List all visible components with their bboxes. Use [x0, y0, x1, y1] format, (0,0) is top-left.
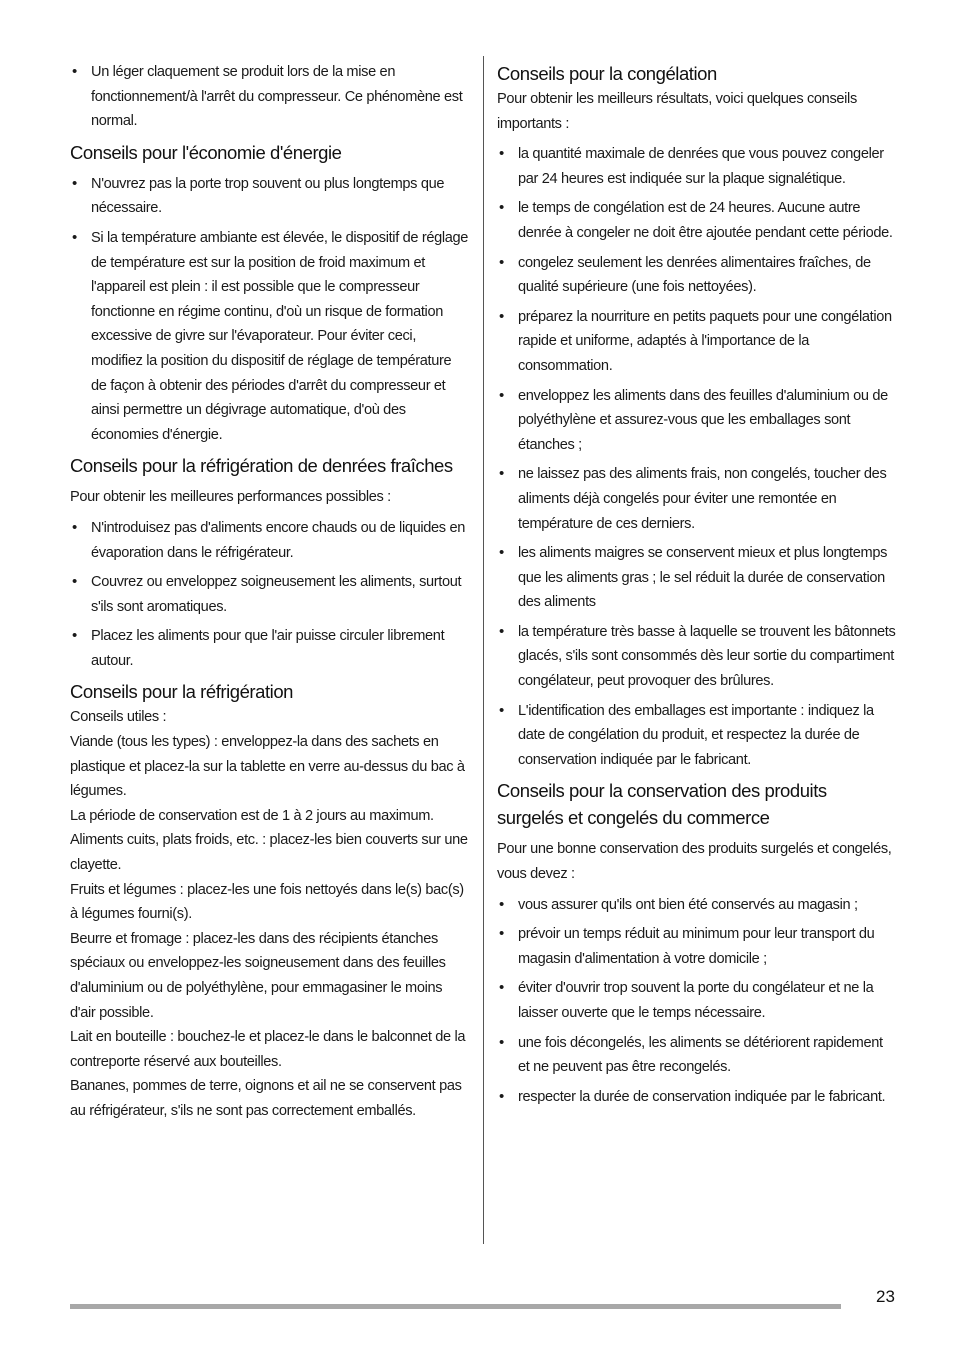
list-item: • Si la température ambiante est élevée, le dispositif de réglage de température est sur la position de froid maximum et l'appareil est plein : il est possible que le compresseur fonctionne en régime continu, d'où un risque de formation excessive de givre sur l'évaporateur. Pour éviter ceci, modifiez la position du dispositif de réglage de température de façon à obtenir des périodes d'arrêt du compresseur et ainsi permettre un dégivrage automatique, d'où des économies d'énergie. [70, 226, 470, 447]
freezing-list [497, 142, 897, 772]
column-divider [483, 56, 484, 1244]
heading-freezing: Conseils pour la congélation [497, 63, 717, 84]
refrigeration-body [70, 705, 470, 1123]
heading-frozen-products: Conseils pour la conservation des produits surgelés et congelés du commerce [497, 780, 827, 829]
list-item: • respecter la durée de conservation indiquée par le fabricant. [497, 1085, 897, 1110]
energy-list [70, 172, 470, 448]
list-item: • vous assurer qu'ils ont bien été conservés au magasin ; [497, 893, 897, 918]
paragraph: Conseils utiles : [70, 709, 167, 726]
list-item: • N'ouvrez pas la porte trop souvent ou plus longtemps que nécessaire. [70, 172, 470, 221]
fresh-intro: Pour obtenir les meilleures performances possibles : [70, 489, 391, 506]
paragraph: Viande (tous les types) : enveloppez-la dans des sachets en plastique et placez-la sur la tablette en verre au-dessus du bac à légumes. [70, 734, 465, 800]
paragraph: Fruits et légumes : placez-les une fois nettoyés dans le(s) bac(s) à légumes fourni(s). [70, 881, 464, 923]
right-column [497, 60, 897, 1114]
list-item: • congelez seulement les denrées alimentaires fraîches, de qualité supérieure (une fois nettoyées). [497, 251, 897, 300]
list-item: • la quantité maximale de denrées que vous pouvez congeler par 24 heures est indiquée sur la plaque signalétique. [497, 142, 897, 191]
freezing-intro: Pour obtenir les meilleurs résultats, voici quelques conseils importants : [497, 91, 857, 132]
paragraph: Lait en bouteille : bouchez-le et placez-le dans le balconnet de la contreporte réservé aux bouteilles. [70, 1029, 466, 1070]
paragraph: Aliments cuits, plats froids, etc. : placez-les bien couverts sur une clayette. [70, 832, 468, 874]
frozen-list [497, 893, 897, 1110]
footer-bar [70, 1304, 841, 1309]
list-item: • la température très basse à laquelle se trouvent les bâtonnets glacés, s'ils sont consommés dès leur sortie du compartiment congélateur, peut provoquer des brûlures. [497, 620, 897, 694]
heading-energy: Conseils pour l'économie d'énergie [70, 141, 342, 163]
list-item: • préparez la nourriture en petits paquets pour une congélation rapide et uniforme, adaptés à l'importance de la consommation. [497, 305, 897, 379]
heading-fresh-food: Conseils pour la réfrigération de denrées fraîches [70, 455, 453, 477]
list-item: • L'identification des emballages est importante : indiquez la date de congélation du produit, et respectez la durée de conservation indiquée par le fabricant. [497, 699, 897, 773]
list-item: • Couvrez ou enveloppez soigneusement les aliments, surtout s'ils sont aromatiques. [70, 570, 470, 619]
heading-refrigeration: Conseils pour la réfrigération [70, 681, 294, 703]
list-item: • N'introduisez pas d'aliments encore chauds ou de liquides en évaporation dans le réfrigérateur. [70, 516, 470, 565]
list-item: • prévoir un temps réduit au minimum pour leur transport du magasin d'alimentation à votre domicile ; [497, 922, 897, 971]
list-item: • une fois décongelés, les aliments se détériorent rapidement et ne peuvent pas être recongelés. [497, 1031, 897, 1080]
list-item: • éviter d'ouvrir trop souvent la porte du congélateur et ne la laisser ouverte que le temps nécessaire. [497, 976, 897, 1025]
list-item: • ne laissez pas des aliments frais, non congelés, toucher des aliments déjà congelés pour éviter une remontée en température de ces derniers. [497, 462, 897, 536]
list-item: • le temps de congélation est de 24 heures. Aucune autre denrée à congeler ne doit être ajoutée pendant cette période. [497, 196, 897, 245]
page-number: 23 [876, 1287, 895, 1306]
intro-list [70, 60, 470, 134]
paragraph: Bananes, pommes de terre, oignons et ail ne se conservent pas au réfrigérateur, s'ils ne sont pas correctement emballés. [70, 1078, 462, 1119]
fresh-list [70, 516, 470, 674]
list-item: • les aliments maigres se conservent mieux et plus longtemps que les aliments gras ; le sel réduit la durée de conservation des aliments [497, 541, 897, 615]
list-item: • enveloppez les aliments dans des feuilles d'aluminium ou de polyéthylène et assurez-vous que les emballages sont étanches ; [497, 384, 897, 458]
paragraph: La période de conservation est de 1 à 2 jours au maximum. [70, 807, 434, 824]
list-item: • Placez les aliments pour que l'air puisse circuler librement autour. [70, 624, 470, 673]
paragraph: Beurre et fromage : placez-les dans des récipients étanches spéciaux ou enveloppez-les soigneusement dans des feuilles d'aluminium ou de polyéthylène, pour emmagasiner le moins d'air possible. [70, 930, 446, 1021]
left-column [70, 60, 470, 1124]
list-item: • Un léger claquement se produit lors de la mise en fonctionnement/à l'arrêt du compresseur. Ce phénomène est normal. [70, 60, 470, 134]
frozen-intro: Pour une bonne conservation des produits surgelés et congelés, vous devez : [497, 841, 892, 883]
